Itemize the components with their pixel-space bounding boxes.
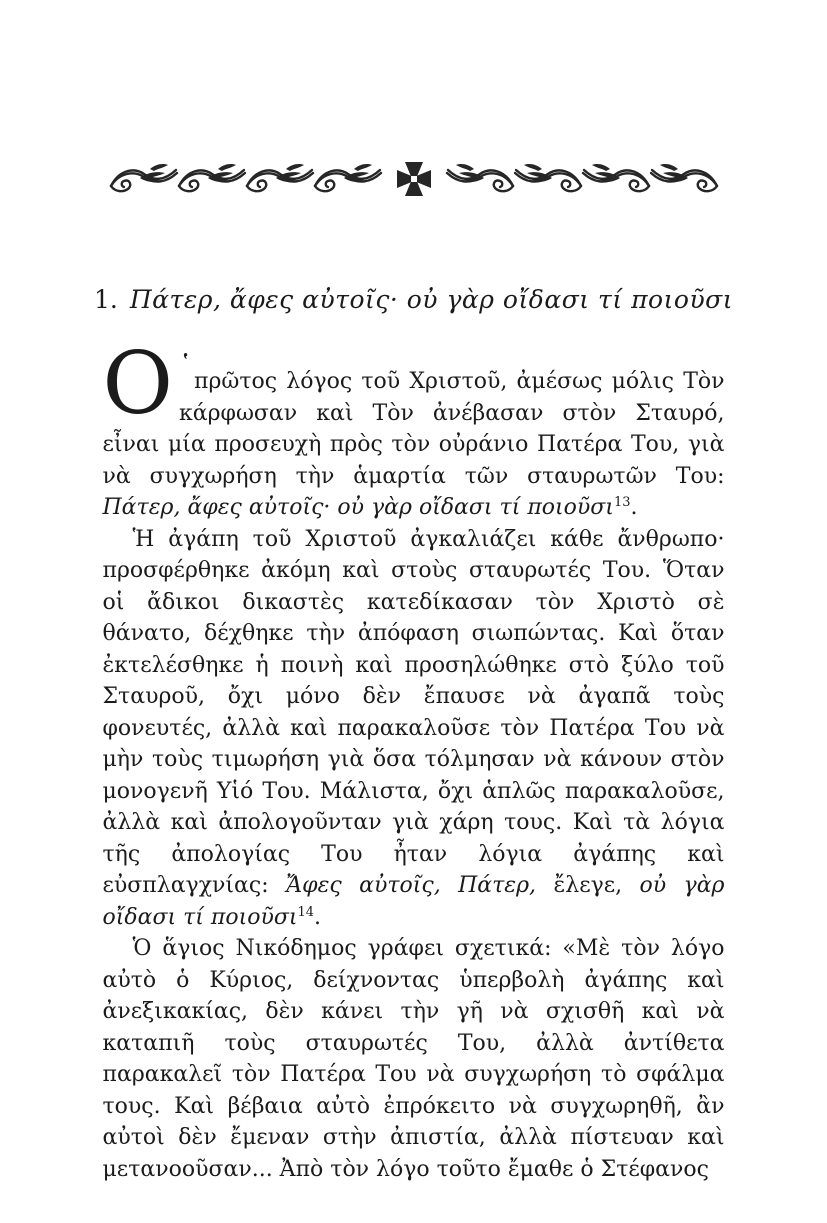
text-segment: . xyxy=(314,904,322,930)
chapter-heading xyxy=(0,284,827,316)
ornament-svg xyxy=(108,160,720,200)
text-segment: οὐ γὰρ οἴδασι τί ποιοῦσι xyxy=(102,873,725,930)
text-segment: Ἡ ἀγάπη τοῦ Χριστοῦ ἀγκαλιάζει κάθε ἄνθρωπο· προσφέρθηκε ἀκόμη καὶ στοὺς σταυρωτές Του. Ὅταν οἱ ἄδικοι δικαστὲς κατεδίκασαν τὸν Χριστὸ σὲ θάνατο, δέχθηκε τὴν ἀπόφαση σιωπώντας. Καὶ ὅταν ἐκτελέσθηκε ἡ ποινὴ καὶ προσηλώθηκε στὸ ξύλο τοῦ Σταυροῦ, ὄχι μόνο δὲν ἔπαυσε νὰ ἀγαπᾶ τοὺς φονευτές, ἀλλὰ καὶ παρακαλοῦσε τὸν Πατέρα Του νὰ μὴν τοὺς τιμωρήση γιὰ ὅσα τόλμησαν νὰ κάνουν στὸν μονογενῆ Υἱό Του. Μάλιστα, ὄχι ἁπλῶς παρακαλοῦσε, ἀλλὰ καὶ ἀπολογοῦνταν γιὰ χάρη τους. Καὶ τὰ λόγια τῆς ἀπολογίας Του ἦταν λόγια ἀγάπης καὶ εὐσπλαγχνίας: xyxy=(102,526,725,898)
text-segment: ἔλεγε, xyxy=(536,873,640,898)
text-segment: Ὁ ἅγιος Νικόδημος γράφει σχετικά: «Μὲ τὸν λόγο αὐτὸ ὁ Κύριος, δείχνοντας ὑπερβολὴ ἀγάπης καὶ ἀνεξικακίας, δὲν κάνει τὴν γῆ νὰ σχισθῆ καὶ νὰ καταπιῆ τοὺς σταυρωτές Του, ἀλλὰ ἀντίθετα παρακαλεῖ τὸν Πατέρα Του νὰ συγχωρήση τὸ σφάλμα τους. Καὶ βέβαια αὐτὸ ἐπρόκειτο νὰ συγχωρηθῆ, ἂν αὐτοὶ δὲν ἔμεναν στὴν ἀπιστία, ἀλλὰ πίστευαν καὶ μετανοοῦσαν... Ἀπὸ τὸν λόγο τοῦτο ἔμαθε ὁ Στέφανος xyxy=(102,936,725,1182)
text-segment: Πάτερ, ἄφες αὐτοῖς· οὐ γὰρ οἴδασι τί ποιοῦσι xyxy=(102,495,614,520)
footnote-marker: 14 xyxy=(297,904,315,920)
chapter-title: Πάτερ, ἄφες αὐτοῖς· οὐ γὰρ οἴδασι τί ποιοῦσι xyxy=(129,285,734,314)
scroll-flourish-left-icon xyxy=(111,164,381,191)
paragraph xyxy=(103,524,725,934)
chapter-number: 1. xyxy=(93,285,118,314)
scroll-flourish-right-icon xyxy=(447,164,717,191)
paragraph xyxy=(102,334,725,524)
paragraph xyxy=(103,933,725,1185)
body-text xyxy=(102,334,725,1185)
cross-icon xyxy=(397,162,431,196)
drop-cap: Ο xyxy=(102,334,174,434)
breathing-mark: ῾ xyxy=(179,352,193,382)
text-segment: Ἄφες αὐτοῖς, Πάτερ, xyxy=(286,873,537,898)
ornament-band xyxy=(108,160,720,200)
text-segment: πρῶτος λόγος τοῦ Χριστοῦ, ἀμέσως μόλις Τὸν κάρφωσαν καὶ Τὸν ἀνέβασαν στὸν Σταυρό, εἶναι μία προσευχὴ πρὸς τὸν οὐράνιο Πατέρα Του, γιὰ νὰ συγχωρήση τὴν ἁμαρτία τῶν σταυρωτῶν Του: xyxy=(102,369,725,489)
text-segment: . xyxy=(630,495,638,520)
footnote-marker: 13 xyxy=(613,495,631,510)
